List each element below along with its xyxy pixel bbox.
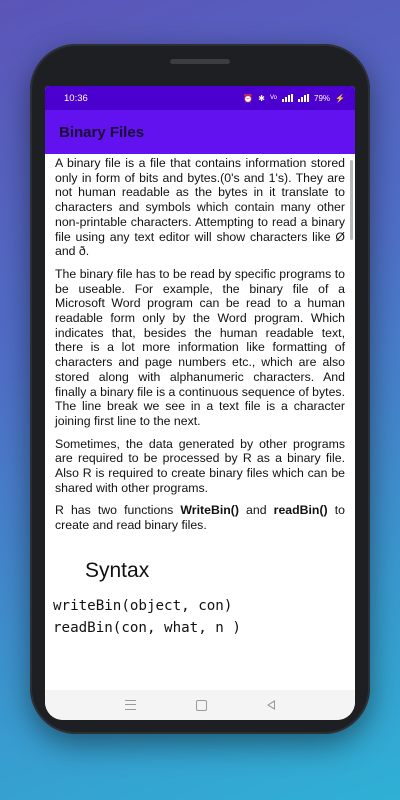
- section-heading: Syntax: [85, 558, 150, 582]
- screen: [45, 86, 355, 720]
- paragraph-text: R has two functions: [55, 503, 181, 518]
- back-icon[interactable]: [267, 700, 275, 710]
- paragraph: A binary file is a file that contains information stored only in form of bits and bytes.(0's and 1's). They are not human readable as the bytes in it translate to characters and symbols which contain many other non-printable characters. Attempting to read a binary file using any text editor will show characters like Ø and ð.: [55, 156, 345, 259]
- paragraph: The binary file has to be read by specific programs to be useable. For example, the binary file of a Microsoft Word program can be read to a human readable form only by the Word program. Which indicates that, besides the human readable text, there is a lot more information like formatting of characters and page numbers etc., which are also stored along with alphanumeric characters. And finally a binary file is a continuous sequence of bytes. The line break we see in a text file is a character joining first line to the next.: [55, 266, 345, 428]
- volte-icon: Vo: [270, 95, 278, 101]
- code-line: readBin(con, what, n ): [53, 619, 241, 636]
- article-content[interactable]: [45, 154, 355, 720]
- speaker-grille: [170, 59, 230, 64]
- navigation-bar: [45, 690, 355, 720]
- page-title: Binary Files: [59, 123, 145, 141]
- signal-icon: [282, 94, 293, 102]
- status-bar: [45, 86, 355, 110]
- paragraph: [55, 503, 345, 532]
- alarm-icon: ⏰: [243, 93, 254, 103]
- battery-percent: 79%: [314, 93, 331, 103]
- signal-icon: [298, 94, 309, 102]
- paragraph-text: and: [238, 503, 274, 518]
- vibrate-icon: ✱: [258, 93, 265, 103]
- function-name: readBin(): [273, 503, 328, 518]
- battery-icon: ⚡: [335, 93, 345, 103]
- code-line: writeBin(object, con): [53, 597, 233, 614]
- home-icon[interactable]: [196, 700, 207, 711]
- function-name: WriteBin(): [180, 503, 239, 518]
- status-time: 10:36: [64, 92, 88, 104]
- paragraph-text: to create and read binary files.: [55, 503, 345, 533]
- status-icons: [243, 94, 345, 103]
- recents-icon[interactable]: [125, 700, 136, 710]
- app-bar: [45, 110, 355, 154]
- scrollbar[interactable]: [350, 160, 353, 240]
- paragraph: Sometimes, the data generated by other programs are required to be processed by R as a binary file. Also R is required to create binary files which can be shared with other programs.: [55, 436, 345, 495]
